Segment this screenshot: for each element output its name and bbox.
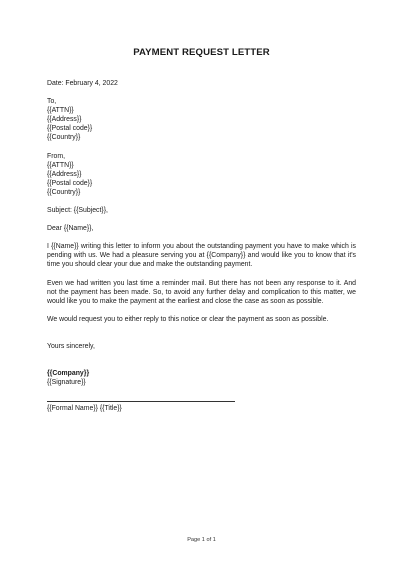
signature-rule bbox=[47, 401, 235, 402]
sender-postal-code: {{Postal code}} bbox=[47, 179, 93, 187]
recipient-block bbox=[47, 97, 356, 142]
subject-line: Subject: {{Subject}}, bbox=[47, 207, 108, 215]
recipient-attn: {{ATTN}} bbox=[47, 107, 74, 115]
letter-body bbox=[47, 79, 356, 413]
letter-title: PAYMENT REQUEST LETTER bbox=[133, 47, 270, 58]
recipient-country: {{Country}} bbox=[47, 134, 81, 142]
body-paragraph-3: We would request you to either reply to this notice or clear the payment as soon as possible. bbox=[47, 315, 329, 323]
salutation: Dear {{Name}}, bbox=[47, 225, 94, 233]
body-paragraph-2: Even we had written you last time a reminder mail. But there has not been any response to it. And not the payment has been made. So, to avoid any further delay and complication to this matter, we would like you to make the payment at the earliest and close the case as soon as possible. bbox=[47, 279, 356, 305]
page-number: Page 1 of 1 bbox=[187, 537, 216, 543]
sender-country: {{Country}} bbox=[47, 188, 81, 196]
company-name: {{Company}} bbox=[47, 369, 90, 377]
recipient-postal-code: {{Postal code}} bbox=[47, 125, 93, 133]
sender-block bbox=[47, 152, 356, 197]
sender-label: From, bbox=[47, 152, 65, 160]
body-paragraph-1: I {{Name}} writing this letter to inform you about the outstanding payment you have to make which is pending with us. We had a pleasure serving you at {{Company}} and would like you to know that it's time you should clear your due and make the outstanding payment. bbox=[47, 243, 356, 269]
signature-placeholder: {{Signature}} bbox=[47, 379, 86, 387]
formal-name-title: {{Formal Name}} {{Title}} bbox=[47, 405, 122, 413]
sender-attn: {{ATTN}} bbox=[47, 161, 74, 169]
date-line: Date: February 4, 2022 bbox=[47, 80, 118, 87]
recipient-address: {{Address}} bbox=[47, 116, 82, 124]
closing-line: Yours sincerely, bbox=[47, 342, 95, 350]
sender-address: {{Address}} bbox=[47, 170, 82, 178]
recipient-label: To, bbox=[47, 98, 57, 106]
